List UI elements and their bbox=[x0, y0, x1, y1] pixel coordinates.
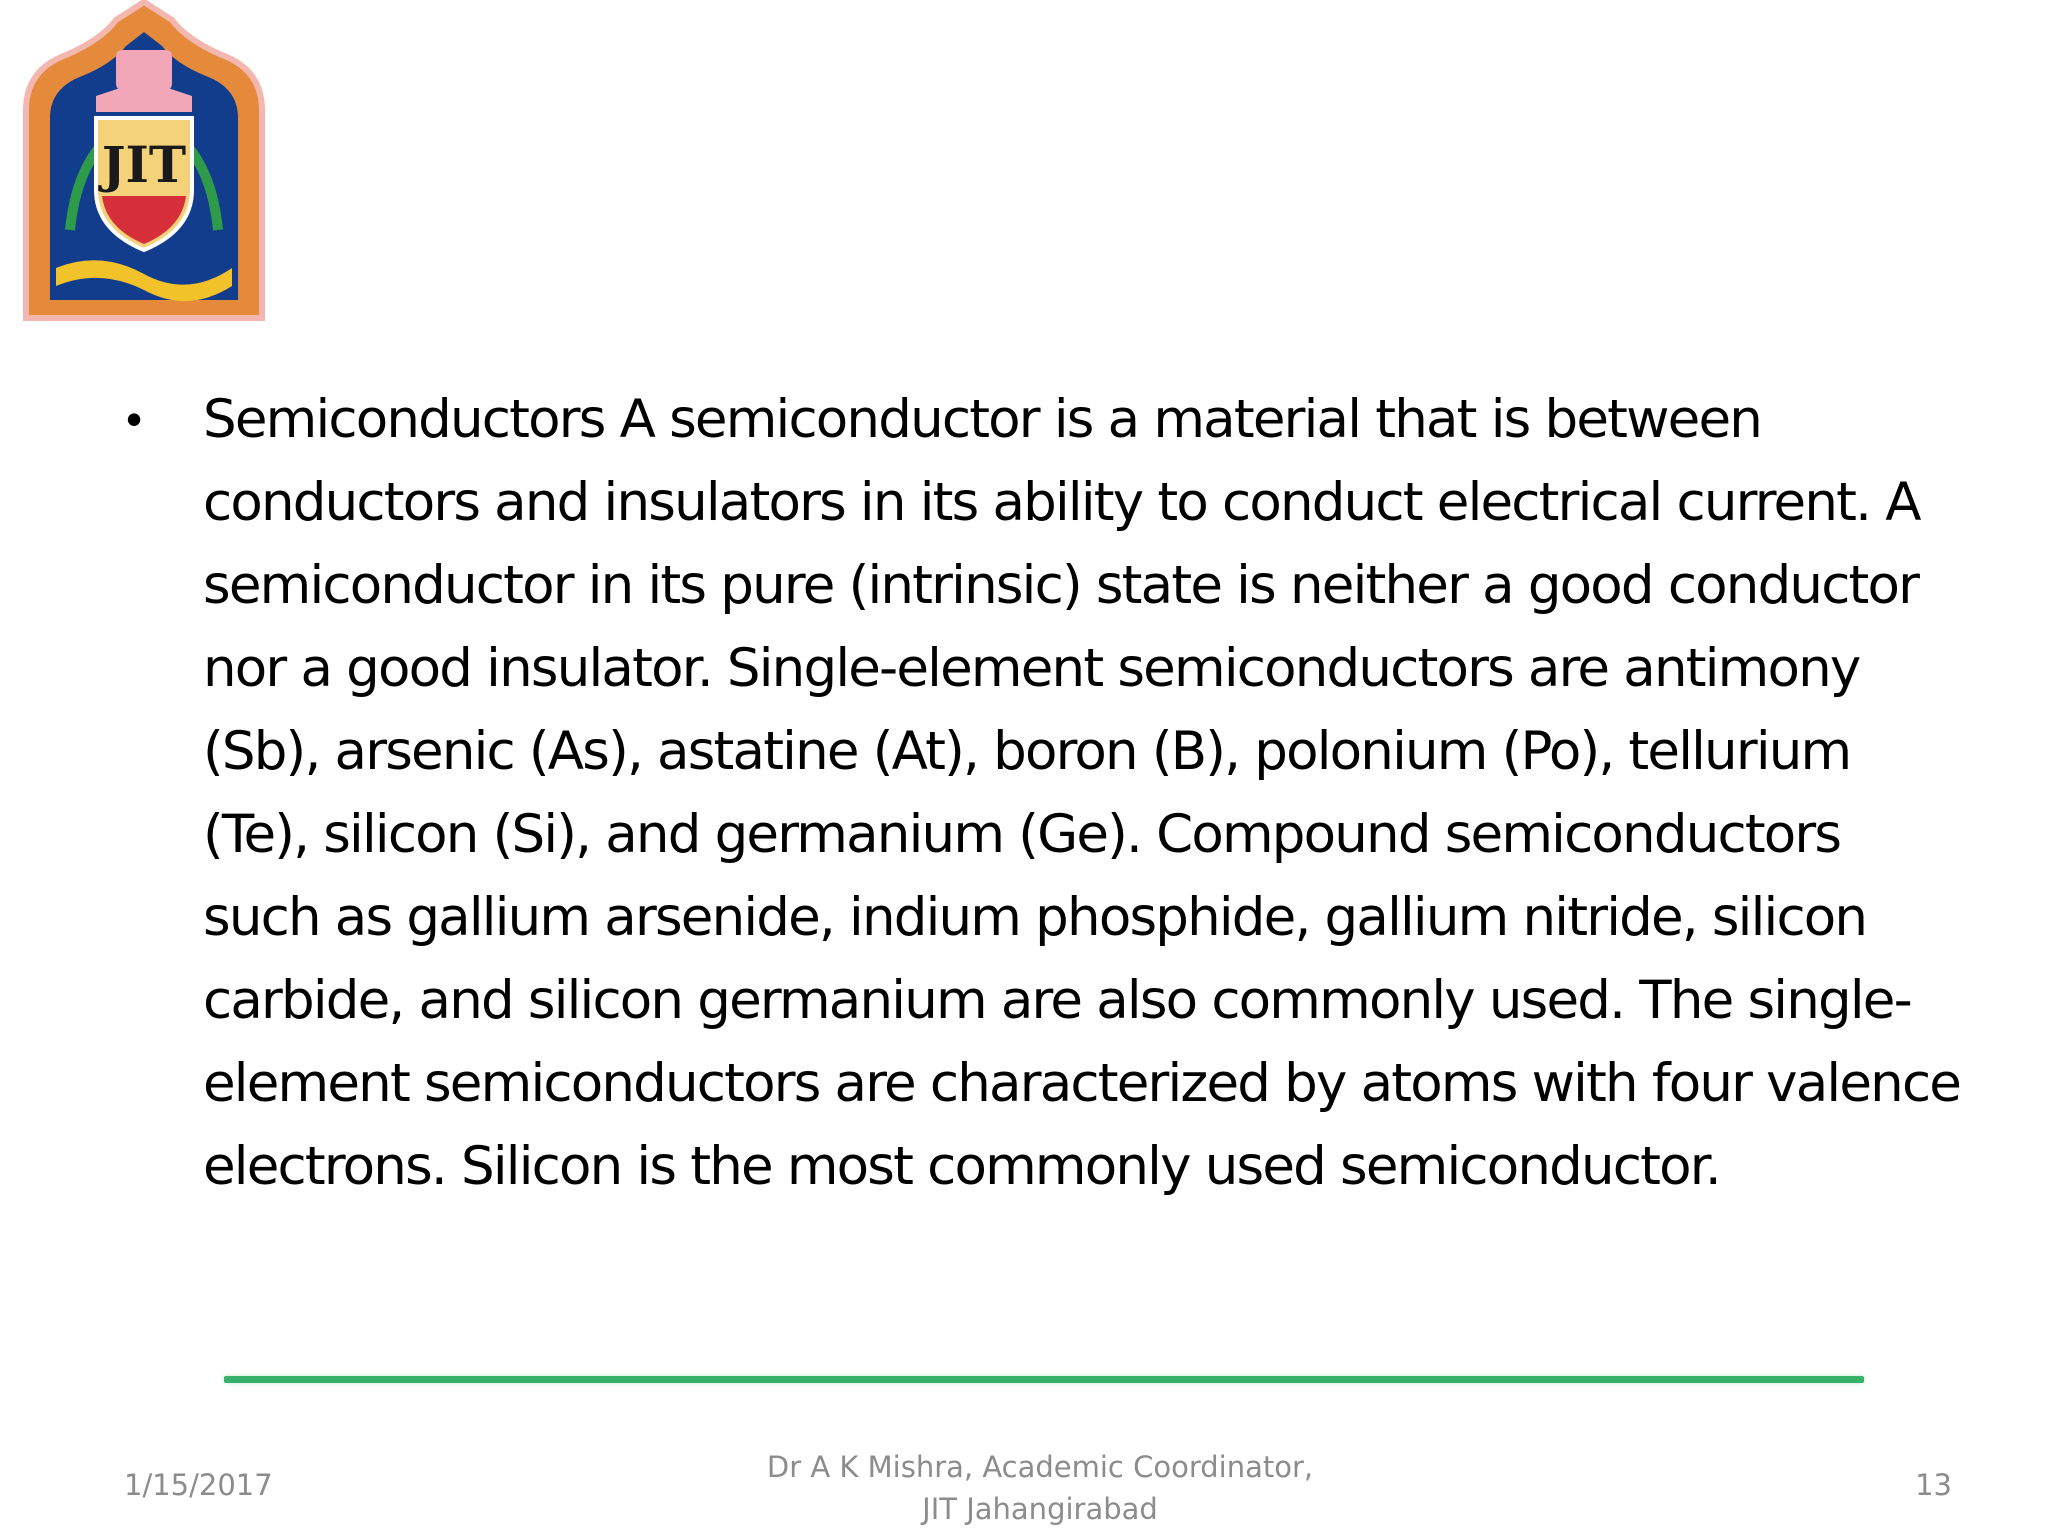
slide-content bbox=[120, 378, 1980, 1208]
footer-author-line1: Dr A K Mishra, Academic Coordinator, bbox=[766, 1450, 1314, 1484]
footer-date: 1/15/2017 bbox=[124, 1468, 273, 1502]
footer-page-number: 13 bbox=[1915, 1468, 1952, 1502]
bullet-marker: • bbox=[126, 393, 143, 445]
jit-logo-emblem-icon bbox=[16, 0, 272, 322]
logo-text: JIT bbox=[101, 135, 187, 194]
bullet-body-text: Semiconductors A semiconductor is a material that is between conductors and insulators in its ability to conduct electrical current. A semiconductor in its pure (intrinsic) state is neither a good conductor nor a good insulator. Single-element semiconductors are antimony (Sb), arsenic (As), astatine (At), boron (B), polonium (Po), tellurium (Te), silicon (Si), and germanium (Ge). Compound semiconductors such as gallium arsenide, indium phosphide, gallium nitride, silicon carbide, and silicon germanium are also commonly used. The single-element semiconductors are characterized by atoms with four valence electrons. Silicon is the most commonly used semiconductor. bbox=[203, 389, 1961, 1197]
footer-author-line2: JIT Jahangirabad bbox=[922, 1492, 1158, 1526]
footer-author bbox=[680, 1446, 1400, 1530]
jit-logo bbox=[16, 0, 272, 322]
bullet-item bbox=[120, 378, 1980, 1208]
footer-divider bbox=[224, 1376, 1864, 1383]
